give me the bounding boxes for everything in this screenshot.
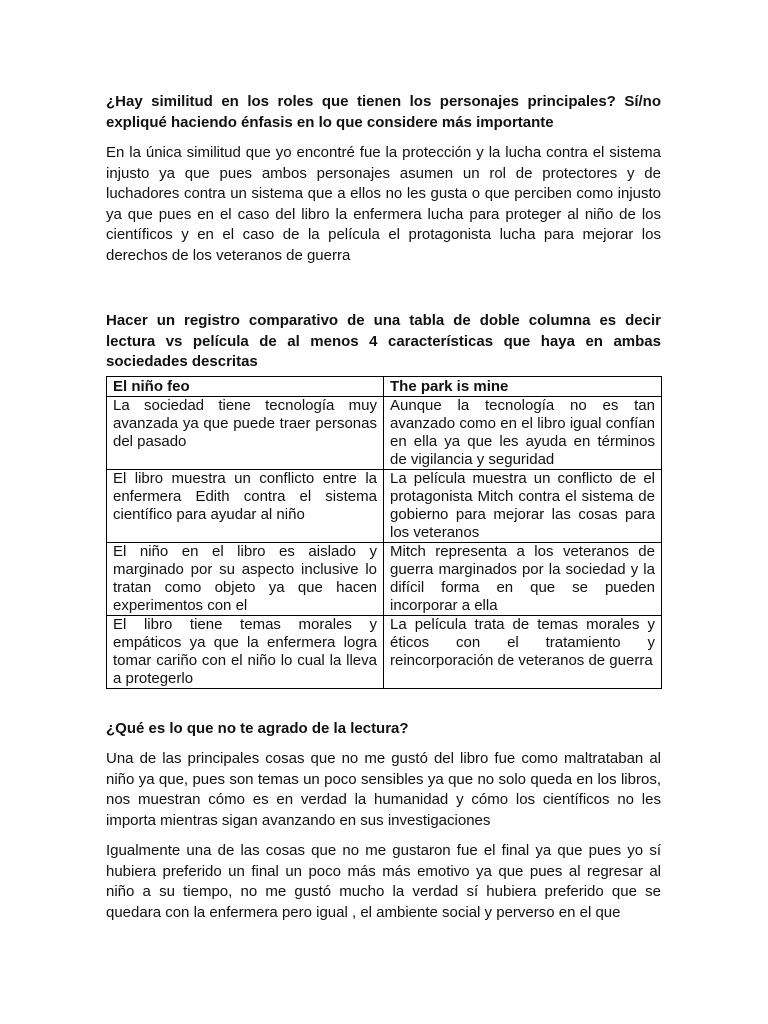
dislikes-paragraph-1: Una de las principales cosas que no me gustó del libro fue como maltrataban al niño ya que, pues son temas un poco sensibles ya que no solo queda en los libros, nos muestran cómo es en verdad la humanidad y cómo los científicos no les importa mientras sigan avanzando en sus investigaciones — [106, 750, 661, 829]
header-book: El niño feo — [107, 376, 384, 396]
table-row — [107, 396, 662, 469]
dislikes-paragraph-2: Igualmente una de las cosas que no me gustaron fue el final ya que pues yo sí hubiera preferido un final un poco más más emotivo ya que pues al regresar al niño a su tiempo, no me gustó mucho la verdad sí hubiera preferido que se quedara con la enfermera pero igual , el ambiente social y perverso en el que — [106, 842, 661, 921]
table-header-row — [107, 376, 662, 396]
table-cell-movie: La película trata de temas morales y éticos con el tratamiento y reincorporación de veteranos de guerra — [384, 615, 662, 688]
header-movie: The park is mine — [384, 376, 662, 396]
question-dislikes: ¿Qué es lo que no te agrado de la lectura? — [106, 719, 409, 737]
table-cell-movie: Mitch representa a los veteranos de guerra marginados por la sociedad y la difícil forma en que se pueden incorporar a ella — [384, 542, 662, 615]
answer-roles-similarity: En la única similitud que yo encontré fue la protección y la lucha contra el sistema injusto ya que pues ambos personajes asumen un rol de protectores y de luchadores contra un sistema que a ellos no les gusta o que perciben como injusto ya que pues en el caso del libro la enfermera lucha para proteger al niño de los científicos y en el caso de la película el protagonista lucha para mejorar los derechos de los veteranos de guerra — [106, 144, 661, 264]
document-page — [106, 88, 661, 923]
table-cell-movie: La película muestra un conflicto de el protagonista Mitch contra el sistema de gobierno para mejorar las cosas para los veteranos — [384, 469, 662, 542]
table-cell-book: La sociedad tiene tecnología muy avanzada ya que puede traer personas del pasado — [107, 396, 384, 469]
table-cell-movie: Aunque la tecnología no es tan avanzado como en el libro igual confían en ella ya que les ayuda en términos de vigilancia y seguridad — [384, 396, 662, 469]
table-cell-book: El libro tiene temas morales y empáticos ya que la enfermera logra tomar cariño con el niño lo cual la lleva a protegerlo — [107, 615, 384, 688]
table-cell-book: El libro muestra un conflicto entre la enfermera Edith contra el sistema científico para ayudar al niño — [107, 469, 384, 542]
table-cell-book: El niño en el libro es aislado y marginado por su aspecto inclusive lo tratan como objeto ya que hacen experimentos con el — [107, 542, 384, 615]
question-comparative-table: Hacer un registro comparativo de una tabla de doble columna es decir lectura vs película de al menos 4 características que haya en ambas sociedades descritas — [106, 312, 661, 370]
table-row — [107, 542, 662, 615]
table-row — [107, 615, 662, 688]
comparison-table — [106, 376, 662, 689]
question-roles-similarity: ¿Hay similitud en los roles que tienen los personajes principales? Sí/no expliqué haciendo énfasis en lo que considere más importante — [106, 93, 661, 131]
table-row — [107, 469, 662, 542]
